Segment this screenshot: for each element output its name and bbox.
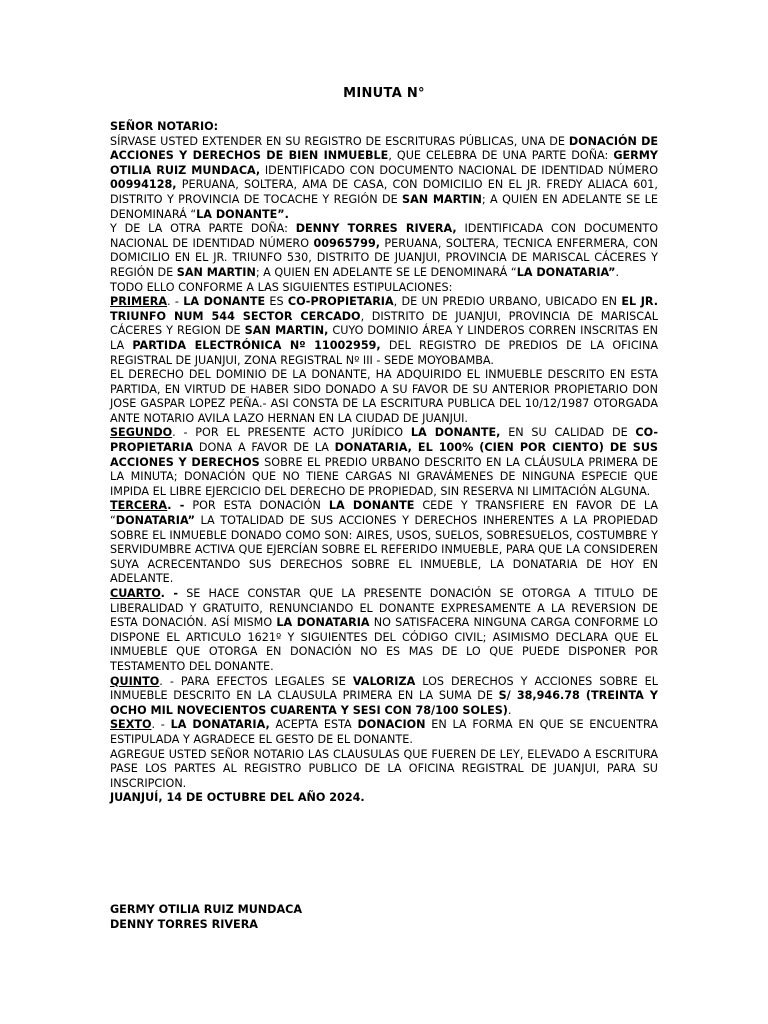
- clause-text: . -: [151, 718, 171, 732]
- clause-heading: SEXTO: [110, 718, 152, 732]
- clause-bold: . -: [160, 587, 179, 600]
- donee-name: DENNY TORRES RIVERA,: [295, 222, 457, 236]
- intro-text: , QUE CELEBRA DE UNA PARTE DOÑA:: [388, 149, 614, 163]
- party2-text: ; A QUIEN EN ADELANTE SE LE DENOMINARÁ “: [255, 265, 517, 279]
- clause-cuarto: [110, 587, 658, 675]
- clause-sexto: [110, 718, 658, 747]
- clause-text: ES: [265, 295, 288, 309]
- donee-dni: 00965799,: [313, 236, 380, 250]
- clause-text: NO SATISFACERA NINGUNA CARGA CONFORME LO DISPONE EL ARTICULO 1621º Y SIGUIENTES DEL CÓDIGO CIVIL; ASIMISMO DECLARA QUE EL INMUEBLE QUE OTORGA EN DONACIÓN NO ES MAS DE LO QUE PUEDE DISPONER POR TESTAMENTO DEL DONANTE.: [110, 616, 658, 673]
- clause-bold: DONATARIA”: [115, 514, 195, 528]
- clause-text: , DE UN PREDIO URBANO, UBICADO EN: [393, 295, 622, 309]
- clause-text: . -: [167, 295, 184, 309]
- ownership-paragraph: EL DERECHO DEL DOMINIO DE LA DONANTE, HA ADQUIRIDO EL INMUEBLE DESCRITO EN ESTA PARTIDA, EN VIRTUD DE HABER SIDO DONADO A SU FAVOR DE SU ANTERIOR PROPIETARIO DON JOSE GASPAR LOPEZ PEÑA.- ASI CONSTA DE LA ESCRITURA PUBLICA DEL 10/12/1987 OTORGADA ANTE NOTARIO AVILA LAZO HERNAN EN LA CIUDAD DE JUANJUI.: [110, 368, 658, 425]
- clause-text: DEL REGISTRO DE PREDIOS DE LA OFICINA REGISTRAL DE JUANJUI, ZONA REGISTRAL Nº III - SEDE MOYOBAMBA.: [110, 338, 658, 367]
- clause-heading: TERCERA: [110, 499, 168, 513]
- clause-text: ACEPTA ESTA: [269, 718, 358, 732]
- clause-text: EN LA FORMA EN QUE SE ENCUENTRA ESTIPULADA Y AGRADECE EL GESTO DE EL DONANTE.: [110, 718, 658, 746]
- clause-text: .: [507, 703, 512, 717]
- intro-paragraph: [110, 135, 658, 223]
- party2-text: Y DE LA OTRA PARTE DOÑA:: [110, 222, 296, 236]
- clause-heading: CUARTO: [110, 587, 161, 600]
- party2-text: PERUANA, SOLTERA, TECNICA ENFERMERA, CON DOMICILIO EN EL JR. TRIUNFO 530, DISTRITO DE JUANJUI, PROVINCIA DE MARISCAL CÁCERES Y REGIÓN DE: [110, 236, 658, 279]
- donee-region: SAN MARTIN: [176, 265, 256, 279]
- stipulations-intro: TODO ELLO CONFORME A LAS SIGUIENTES ESTIPULACIONES:: [110, 280, 453, 294]
- clause-text: SOBRE EL PREDIO URBANO DESCRITO EN LA CLÁUSULA PRIMERA DE LA MINUTA; DONACIÓN QUE NO TIENE CARGAS NI GRAVÁMENES DE NINGUNA ESPECIE QUE IMPIDA EL LIBRE EJERCICIO DEL DERECHO DE PROPIEDAD, SIN RESERVA NI LIMITACIÓN ALGUNA.: [110, 455, 658, 498]
- donor-designation: LA DONANTE”.: [196, 207, 289, 221]
- signatory-name: GERMY OTILIA RUIZ MUNDACA: [110, 903, 302, 916]
- donee-designation: LA DONATARIA”: [516, 265, 616, 279]
- clause-bold: LA DONANTE,: [410, 426, 501, 440]
- clause-bold: LA DONATARIA,: [170, 718, 270, 732]
- closing-paragraph: AGREGUE USTED SEÑOR NOTARIO LAS CLAUSULAS QUE FUEREN DE LEY, ELEVADO A ESCRITURA PASE LOS PARTES AL REGISTRO PUBLICO DE LA OFICINA REGISTRAL DE JUANJUI, PARA SU INSCRIPCION.: [110, 747, 658, 790]
- clause-bold: VALORIZA: [352, 674, 416, 688]
- signatory-name: DENNY TORRES RIVERA: [110, 917, 258, 931]
- donor-region: SAN MARTIN: [402, 192, 482, 206]
- clause-tercera: [110, 499, 658, 587]
- donor-dni: 00994128,: [110, 178, 177, 192]
- clause-text: . - PARA EFECTOS LEGALES SE: [159, 674, 353, 688]
- clause-text: EN SU CALIDAD DE: [500, 426, 636, 440]
- clause-text: ,: [407, 441, 418, 455]
- intro-bold-donation: DONACIÓN DE ACCIONES Y DERECHOS DE BIEN INMUEBLE: [110, 134, 658, 163]
- intro-text: ; A QUIEN EN ADELANTE SE LE DENOMINARÁ “: [110, 192, 658, 221]
- clause-bold: LA DONANTE: [328, 499, 415, 513]
- intro-text: IDENTIFICADO CON DOCUMENTO NACIONAL DE IDENTIDAD NÚMERO: [260, 163, 658, 177]
- clause-bold: EL JR. TRIUNFO NUM 544 SECTOR CERCADO: [110, 295, 658, 323]
- clause-text: CEDE Y TRANSFIERE EN FAVOR DE LA “: [110, 499, 658, 528]
- valuation-amount: S/ 38,946.78 (TREINTA Y OCHO MIL NOVECIENTOS CUARENTA Y SESI CON 78/100 SOLES): [110, 689, 658, 717]
- party2-paragraph: [110, 222, 658, 280]
- salutation: SEÑOR NOTARIO:: [110, 120, 219, 133]
- clause-primera: [110, 295, 658, 368]
- clause-quinto: [110, 675, 658, 719]
- donor-name: GERMY OTILIA RUIZ MUNDACA,: [110, 149, 658, 177]
- clause-bold: LA DONATARIA: [276, 616, 370, 630]
- clause-text: DONA A FAVOR DE LA: [193, 441, 335, 455]
- clause-bold: DONATARIA: [334, 441, 408, 455]
- party2-text: .: [615, 265, 620, 279]
- intro-text: SÍRVASE USTED EXTENDER EN SU REGISTRO DE ESCRITURAS PÚBLICAS, UNA DE: [110, 134, 569, 148]
- intro-text: PERUANA, SOLTERA, AMA DE CASA, CON DOMICILIO EN EL JR. FREDY ALIACA 601, DISTRITO Y PROVINCIA DE TOCACHE Y REGIÓN DE: [110, 178, 658, 206]
- document-date: JUANJUÍ, 14 DE OCTUBRE DEL AÑO 2024.: [110, 791, 365, 805]
- clause-text: CUYO DOMINIO ÁREA Y LINDEROS CORREN INSCRITAS EN LA: [110, 324, 658, 352]
- clause-heading: PRIMERA: [110, 295, 168, 309]
- clause-bold: DONACION: [357, 718, 426, 732]
- clause-heading: QUINTO: [110, 674, 160, 688]
- clause-bold: CO-PROPIETARIA: [287, 295, 394, 309]
- clause-segundo: [110, 426, 658, 499]
- clause-text: . - POR EL PRESENTE ACTO JURÍDICO: [172, 426, 411, 440]
- document-body: [110, 120, 658, 806]
- document-title: MINUTA N°: [343, 86, 425, 101]
- party2-text: IDENTIFICADA CON DOCUMENTO NACIONAL DE IDENTIDAD NÚMERO: [110, 222, 659, 250]
- clause-bold: CO-PROPIETARIA: [110, 426, 658, 455]
- clause-bold: PARTIDA ELECTRÓNICA Nº 11002959,: [132, 338, 381, 352]
- signature-block: [110, 903, 302, 932]
- clause-bold: LA DONANTE: [183, 295, 266, 309]
- clause-bold: EL 100% (CIEN POR CIENTO) DE SUS ACCIONES Y DERECHOS: [110, 441, 658, 469]
- clause-text: POR ESTA DONACIÓN: [184, 499, 329, 513]
- clause-bold: SAN MARTIN,: [244, 324, 329, 338]
- clause-text: , DISTRITO DE JUANJUI, PROVINCIA DE MARISCAL CÁCERES Y REGION DE: [110, 309, 658, 338]
- clause-bold: . -: [167, 499, 185, 513]
- clause-heading: SEGUNDO: [110, 426, 173, 440]
- clause-text: SE HACE CONSTAR QUE LA PRESENTE DONACIÓN SE OTORGA A TITULO DE LIBERALIDAD Y GRATUITO, RENUNCIANDO EL DONANTE EXPRESAMENTE A LA REVERSION DE ESTA DONACIÓN. ASÍ MISMO: [110, 587, 658, 630]
- clause-text: LA TOTALIDAD DE SUS ACCIONES Y DERECHOS INHERENTES A LA PROPIEDAD SOBRE EL INMUEBLE DONADO COMO SON: AIRES, USOS, SUELOS, SOBRESUELOS, COSTUMBRE Y SERVIDUMBRE ACTIVA QUE EJERCÍAN SOBRE EL REFERIDO INMUEBLE, PARA QUE LA CONSIDEREN SUYA ACRECENTANDO SUS DERECHOS SOBRE EL INMUEBLE, LA DONATARIA DE HOY EN ADELANTE.: [110, 514, 658, 586]
- clause-text: LOS DERECHOS Y ACCIONES SOBRE EL INMUEBLE DESCRITO EN LA CLAUSULA PRIMERA EN LA SUMA DE: [110, 674, 658, 703]
